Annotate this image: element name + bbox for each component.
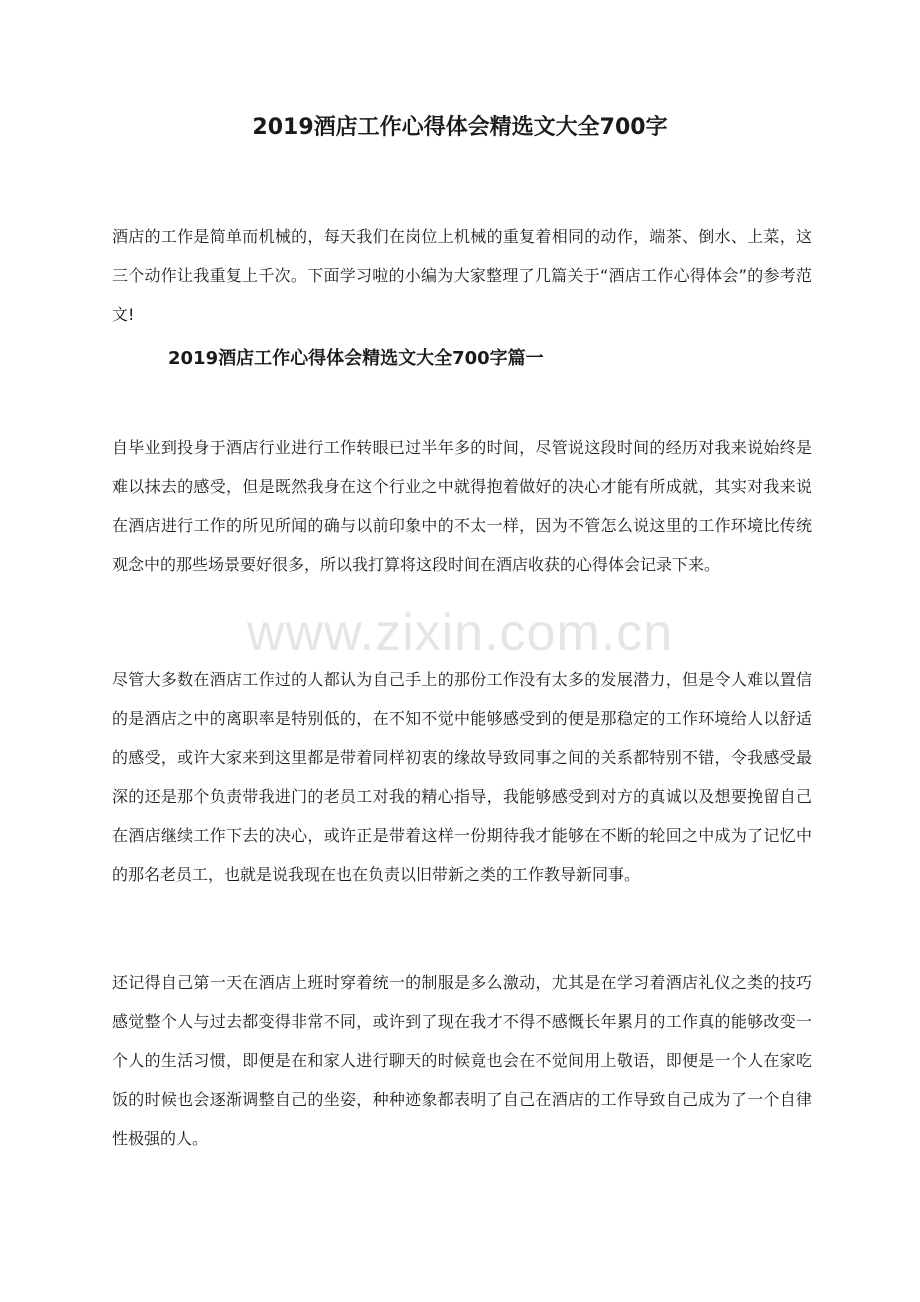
body-paragraph: 自毕业到投身于酒店行业进行工作转眼已过半年多的时间，尽管说这段时间的经历对我来说始终是难以抹去的感受，但是既然我身在这个行业之中就得抱着做好的决心才能有所成就，其实对我来说在酒店进行工作的所见所闻的确与以前印象中的不太一样，因为不管怎么说这里的工作环境比传统观念中的那些场景要好很多，所以我打算将这段时间在酒店收获的心得体会记录下来。: [112, 438, 812, 574]
document-title: 2019酒店工作心得体会精选文大全700字: [252, 115, 668, 140]
section-heading: 2019酒店工作心得体会精选文大全700字篇一: [168, 348, 544, 369]
body-paragraph: 尽管大多数在酒店工作过的人都认为自己手上的那份工作没有太多的发展潜力，但是令人难以置信的是酒店之中的离职率是特别低的，在不知不觉中能够感受到的便是那稳定的工作环境给人以舒适的感受，或许大家来到这里都是带着同样初衷的缘故导致同事之间的关系都特别不错，令我感受最深的还是那个负责带我进门的老员工对我的精心指导，我能够感受到对方的真诚以及想要挽留自己在酒店继续工作下去的决心，或许正是带着这样一份期待我才能够在不断的轮回之中成为了记忆中的那名老员工，也就是说我现在也在负责以旧带新之类的工作教导新同事。: [112, 670, 812, 884]
intro-paragraph: 酒店的工作是简单而机械的，每天我们在岗位上机械的重复着相同的动作，端茶、倒水、上菜，这三个动作让我重复上千次。下面学习啦的小编为大家整理了几篇关于“酒店工作心得体会”的参考范文!: [112, 227, 812, 324]
body-paragraph: 还记得自己第一天在酒店上班时穿着统一的制服是多么激动，尤其是在学习着酒店礼仪之类的技巧感觉整个人与过去都变得非常不同，或许到了现在我才不得不感慨长年累月的工作真的能够改变一个人的生活习惯，即便是在和家人进行聊天的时候竟也会在不觉间用上敬语，即便是一个人在家吃饭的时候也会逐渐调整自己的坐姿，种种迹象都表明了自己在酒店的工作导致自己成为了一个自律性极强的人。: [112, 973, 812, 1148]
watermark: www.zixin.com.cn: [246, 604, 674, 662]
